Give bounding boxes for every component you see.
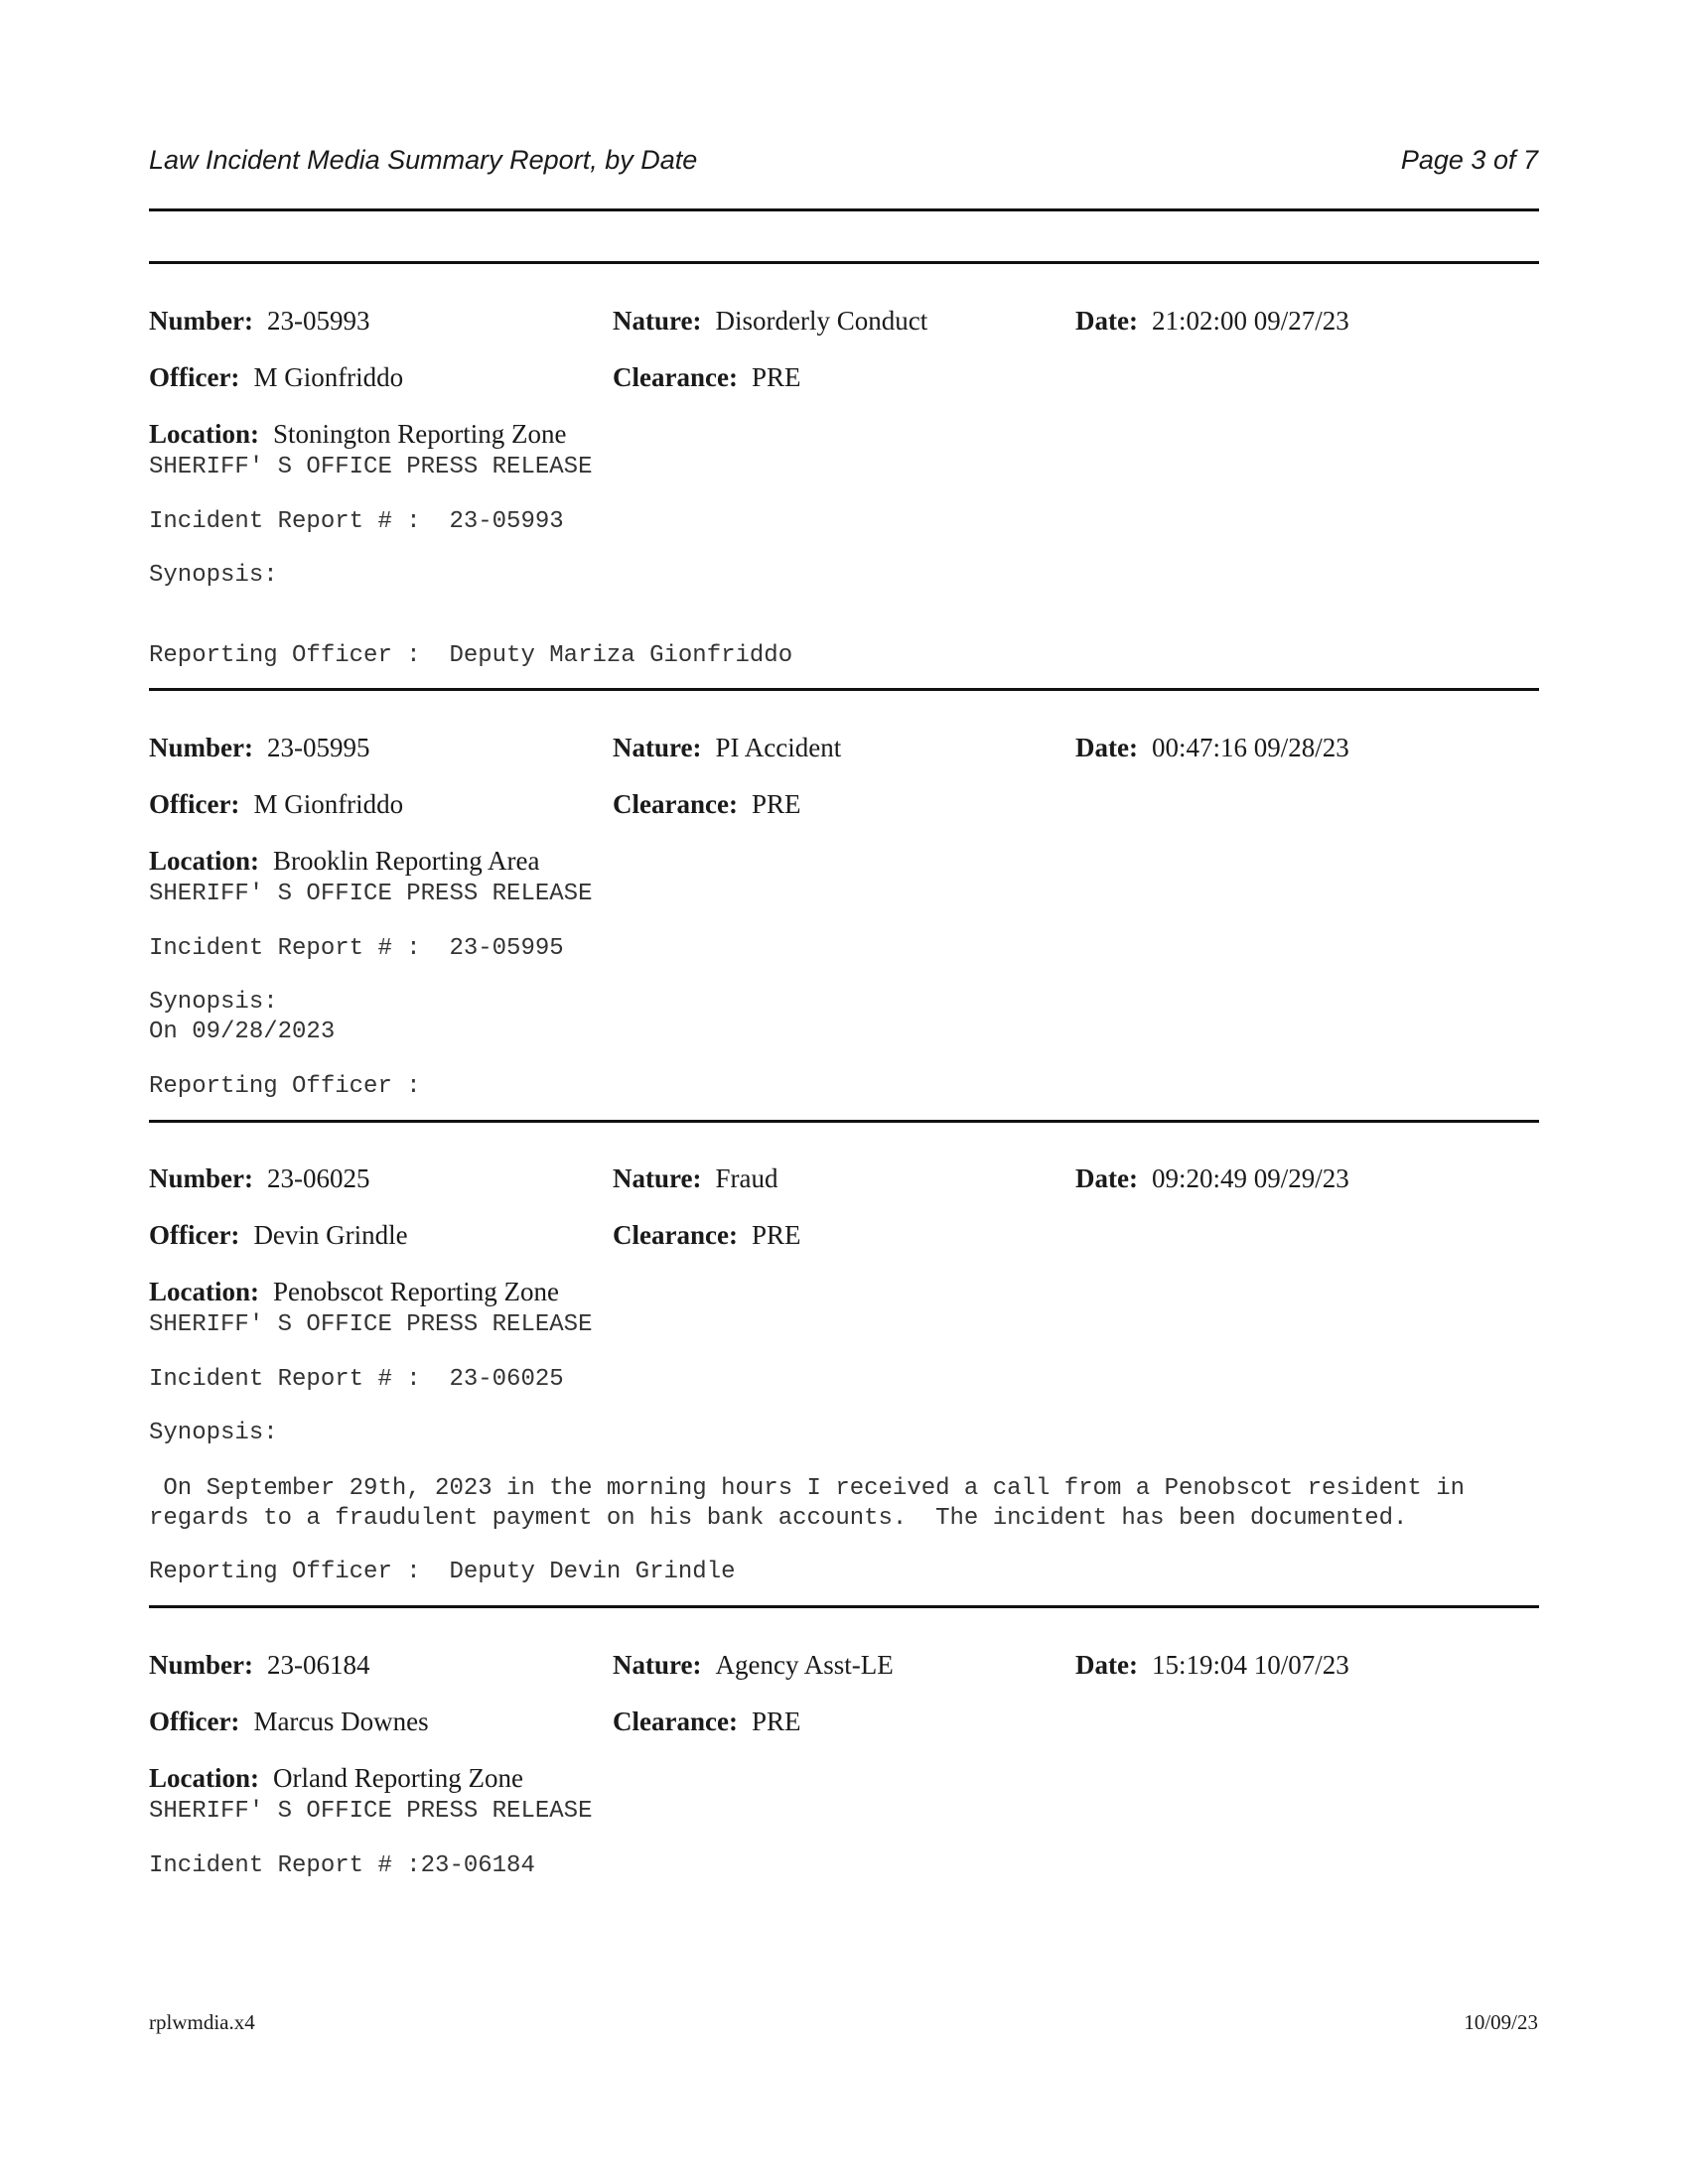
nature-field [613,1650,894,1681]
nature-label: Nature: [613,306,702,336]
footer-report-code: rplwmdia.x4 [149,2010,255,2034]
date-value: 21:02:00 09/27/23 [1151,306,1349,336]
date-field [1075,733,1349,763]
location-field [149,1763,523,1794]
header-divider [149,208,1539,211]
press-release-line: SHERIFF' S OFFICE PRESS RELEASE [149,1798,593,1825]
number-field [149,306,369,337]
clearance-value: PRE [751,1220,801,1250]
record-divider [149,1120,1539,1123]
location-value: Penobscot Reporting Zone [273,1277,559,1306]
report-title: Law Incident Media Summary Report, by Date [149,145,698,175]
clearance-field [613,1220,800,1251]
reporting-officer-line: Reporting Officer : Deputy Devin Grindle [149,1559,736,1585]
record-divider [149,1605,1539,1608]
date-field [1075,1650,1349,1681]
number-label: Number: [149,1163,253,1193]
nature-label: Nature: [613,733,702,762]
date-label: Date: [1075,306,1138,336]
date-field [1075,1163,1349,1194]
date-label: Date: [1075,1650,1138,1680]
nature-field [613,1163,777,1194]
press-release-line: SHERIFF' S OFFICE PRESS RELEASE [149,454,593,480]
nature-field [613,733,841,763]
reporting-officer-line: Reporting Officer : [149,1073,421,1100]
clearance-field [613,362,800,393]
date-label: Date: [1075,1163,1138,1193]
nature-field [613,306,927,337]
number-value: 23-05995 [266,733,370,762]
number-value: 23-06184 [266,1650,370,1680]
date-label: Date: [1075,733,1138,762]
date-value: 15:19:04 10/07/23 [1151,1650,1349,1680]
number-field [149,733,369,763]
location-label: Location: [149,1763,259,1793]
page-number: Page 3 of 7 [1400,145,1538,175]
clearance-label: Clearance: [613,1706,738,1736]
officer-label: Officer: [149,362,240,392]
number-label: Number: [149,733,253,762]
location-label: Location: [149,846,259,876]
clearance-label: Clearance: [613,362,738,392]
location-field [149,419,566,450]
clearance-field [613,1706,800,1737]
date-field [1075,306,1349,337]
officer-field [149,789,403,820]
clearance-field [613,789,800,820]
officer-field [149,1220,408,1251]
location-value: Stonington Reporting Zone [273,419,567,449]
nature-label: Nature: [613,1163,702,1193]
nature-value: Disorderly Conduct [715,306,928,336]
clearance-label: Clearance: [613,789,738,819]
number-label: Number: [149,306,253,336]
location-field [149,1277,559,1307]
officer-label: Officer: [149,789,240,819]
number-value: 23-05993 [266,306,370,336]
nature-value: Agency Asst-LE [715,1650,894,1680]
officer-value: Marcus Downes [253,1706,429,1736]
synopsis-label: Synopsis: [149,1420,278,1446]
officer-label: Officer: [149,1220,240,1250]
location-label: Location: [149,419,259,449]
officer-field [149,362,403,393]
header-divider [149,261,1539,264]
officer-field [149,1706,429,1737]
officer-value: Devin Grindle [253,1220,408,1250]
footer-print-date: 10/09/23 [1464,2010,1538,2034]
press-release-line: SHERIFF' S OFFICE PRESS RELEASE [149,881,593,907]
incident-report-line: Incident Report # : 23-06025 [149,1366,564,1393]
reporting-officer-line: Reporting Officer : Deputy Mariza Gionfriddo [149,642,793,669]
incident-report-line: Incident Report # : 23-05995 [149,935,564,962]
officer-value: M Gionfriddo [253,362,404,392]
clearance-label: Clearance: [613,1220,738,1250]
number-label: Number: [149,1650,253,1680]
nature-value: PI Accident [715,733,842,762]
location-value: Brooklin Reporting Area [273,846,540,876]
location-field [149,846,539,877]
officer-value: M Gionfriddo [253,789,404,819]
press-release-line: SHERIFF' S OFFICE PRESS RELEASE [149,1311,593,1338]
number-field [149,1650,369,1681]
date-value: 00:47:16 09/28/23 [1151,733,1349,762]
date-value: 09:20:49 09/29/23 [1151,1163,1349,1193]
record-divider [149,688,1539,691]
nature-value: Fraud [715,1163,778,1193]
synopsis-label: Synopsis: [149,989,278,1016]
nature-label: Nature: [613,1650,702,1680]
synopsis-label: Synopsis: [149,562,278,589]
clearance-value: PRE [751,362,801,392]
synopsis-text: On 09/28/2023 [149,1019,336,1045]
clearance-value: PRE [751,1706,801,1736]
officer-label: Officer: [149,1706,240,1736]
incident-report-line: Incident Report # :23-06184 [149,1852,535,1879]
number-field [149,1163,369,1194]
number-value: 23-06025 [266,1163,370,1193]
location-value: Orland Reporting Zone [273,1763,523,1793]
location-label: Location: [149,1277,259,1306]
incident-report-line: Incident Report # : 23-05993 [149,508,564,535]
clearance-value: PRE [751,789,801,819]
synopsis-text: On September 29th, 2023 in the morning hours I received a call from a Penobscot resident in regards to a fraudulent payment on his bank accounts. The incident has been documented. [149,1475,1466,1532]
